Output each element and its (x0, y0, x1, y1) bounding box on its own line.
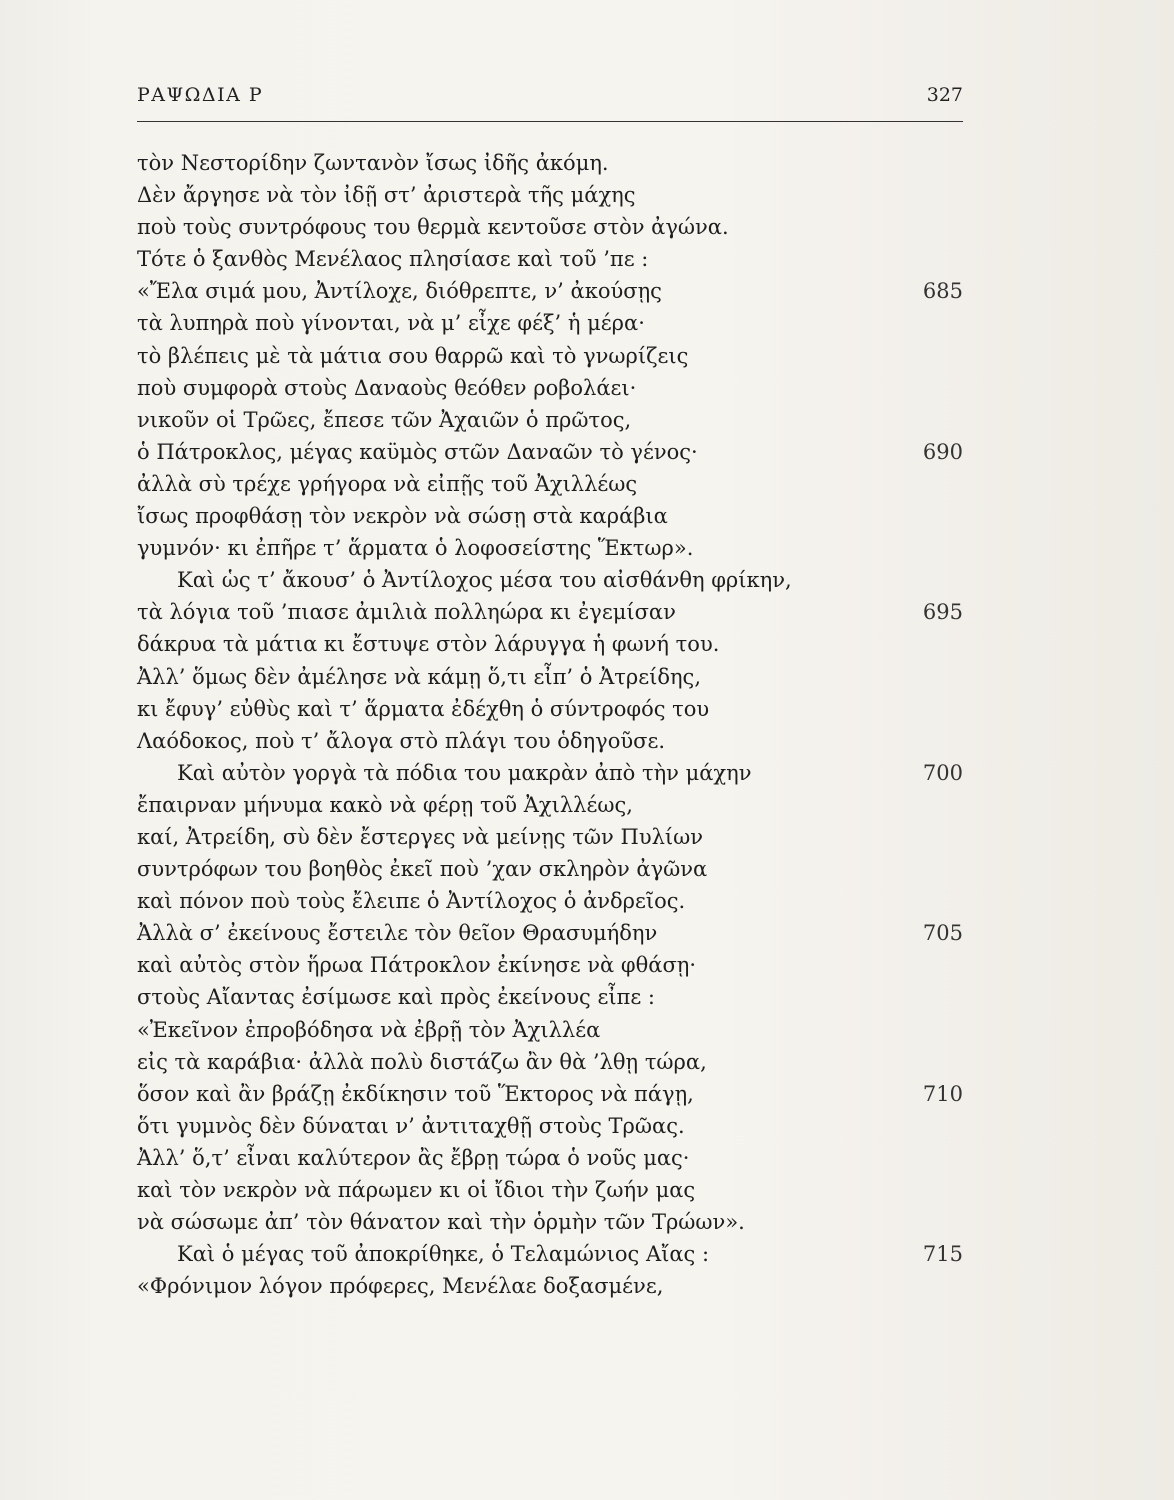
verse-line (137, 1238, 963, 1270)
verse-text: Λαόδοκος, ποὺ τ’ ἄλογα στὸ πλάγι του ὁδηγοῦσε. (137, 728, 665, 753)
verse-line (137, 853, 963, 885)
verse-line (137, 1270, 963, 1302)
verse-line (137, 372, 963, 404)
verse-number: 685 (922, 279, 963, 304)
verse-text: Ἀλλ’ ὅμως δὲν ἀμέλησε νὰ κάμῃ ὅ,τι εἶπ’ ὁ Ἀτρείδης, (137, 664, 701, 689)
verse-text: ἀλλὰ σὺ τρέχε γρήγορα νὰ εἰπῇς τοῦ Ἀχιλλέως (137, 471, 638, 496)
page-number: 327 (926, 84, 963, 106)
verse-line (137, 436, 963, 468)
verse-text: τὰ λυπηρὰ ποὺ γίνονται, νὰ μ’ εἶχε φέξ’ ἡ μέρα· (137, 311, 645, 336)
verse-text: ὅσον καὶ ἂν βράζῃ ἐκδίκησιν τοῦ Ἕκτορος νὰ πάγῃ, (137, 1081, 694, 1106)
verse-text-block (137, 147, 963, 1302)
verse-line (137, 1078, 963, 1110)
verse-line (137, 885, 963, 917)
verse-text: καὶ τὸν νεκρὸν νὰ πάρωμεν κι οἱ ἴδιοι τὴν ζωήν μας (137, 1178, 696, 1202)
verse-text: καί, Ἀτρείδη, σὺ δὲν ἔστεργες νὰ μείνῃς τῶν Πυλίων (137, 824, 704, 849)
verse-line (137, 500, 963, 532)
verse-text: Καὶ ὁ μέγας τοῦ ἀποκρίθηκε, ὁ Τελαμώνιος Αἴας : (177, 1242, 710, 1267)
verse-line (137, 307, 963, 339)
verse-text: γυμνόν· κι ἐπῆρε τ’ ἅρματα ὁ λοφοσείστης Ἕκτωρ». (137, 536, 694, 561)
verse-line (137, 725, 963, 757)
page-header (137, 84, 963, 114)
verse-text: κι ἔφυγ’ εὐθὺς καὶ τ’ ἅρματα ἐδέχθη ὁ σύντροφός του (137, 696, 710, 721)
verse-line (137, 821, 963, 853)
verse-line (137, 917, 963, 949)
verse-line (137, 789, 963, 821)
verse-text: συντρόφων του βοηθὸς ἐκεῖ ποὺ ’χαν σκληρὸν ἀγῶνα (137, 857, 708, 882)
verse-text: ἴσως προφθάσῃ τὸν νεκρὸν νὰ σώσῃ στὰ καράβια (137, 504, 668, 529)
verse-text: ἔπαιρναν μήνυμα κακὸ νὰ φέρῃ τοῦ Ἀχιλλέως, (137, 792, 633, 817)
verse-line (137, 981, 963, 1013)
verse-text: «Ἐκεῖνον ἐπροβόδησα νὰ ἐβρῇ τὸν Ἀχιλλέα (137, 1017, 601, 1042)
verse-text: Καὶ αὐτὸν γοργὰ τὰ πόδια του μακρὰν ἀπὸ τὴν μάχην (177, 760, 752, 785)
verse-text: Ἀλλ’ ὅ,τ’ εἶναι καλύτερον ἂς ἔβρῃ τώρα ὁ νοῦς μας· (137, 1145, 690, 1170)
verse-number: 690 (922, 439, 963, 464)
verse-line (137, 404, 963, 436)
verse-line (137, 757, 963, 789)
verse-number: 700 (922, 760, 963, 785)
verse-line (137, 693, 963, 725)
verse-line (137, 1142, 963, 1174)
verse-line (137, 1174, 963, 1206)
verse-line (137, 275, 963, 307)
verse-text: «Φρόνιμον λόγον πρόφερες, Μενέλαε δοξασμένε, (137, 1274, 664, 1299)
running-title: ΡΑΨΩΔΙΑ Ρ (137, 84, 264, 106)
verse-line (137, 661, 963, 693)
verse-number: 695 (922, 600, 963, 625)
verse-text: Καὶ ὡς τ’ ἄκουσ’ ὁ Ἀντίλοχος μέσα του αἰσθάνθη φρίκην, (177, 568, 792, 593)
verse-line (137, 628, 963, 660)
verse-text: ὅτι γυμνὸς δὲν δύναται ν’ ἀντιταχθῇ στοὺς Τρῶας. (137, 1113, 685, 1138)
verse-text: τὰ λόγια τοῦ ’πιασε ἀμιλιὰ πολληώρα κι ἐγεμίσαν (137, 600, 676, 625)
verse-text: τὸ βλέπεις μὲ τὰ μάτια σου θαρρῶ καὶ τὸ γνωρίζεις (137, 343, 689, 368)
verse-text: Δὲν ἄργησε νὰ τὸν ἰδῇ στ’ ἀριστερὰ τῆς μάχης (137, 183, 636, 208)
verse-text: καὶ πόνον ποὺ τοὺς ἔλειπε ὁ Ἀντίλοχος ὁ ἀνδρεῖος. (137, 889, 686, 914)
verse-text: νικοῦν οἱ Τρῶες, ἔπεσε τῶν Ἀχαιῶν ὁ πρῶτος, (137, 407, 632, 432)
verse-text: Ἀλλὰ σ’ ἐκείνους ἔστειλε τὸν θεῖον Θρασυμήδην (137, 921, 658, 946)
verse-line (137, 949, 963, 981)
verse-text: ποὺ τοὺς συντρόφους του θερμὰ κεντοῦσε στὸν ἀγώνα. (137, 215, 729, 240)
verse-line (137, 564, 963, 596)
verse-text: ποὺ συμφορὰ στοὺς Δαναοὺς θεόθεν ροβολάει· (137, 375, 637, 400)
verse-text: εἰς τὰ καράβια· ἀλλὰ πολὺ διστάζω ἂν θὰ ’λθῃ τώρα, (137, 1049, 707, 1074)
verse-text: νὰ σώσωμε ἀπ’ τὸν θάνατον καὶ τὴν ὁρμὴν τῶν Τρώων». (137, 1210, 745, 1235)
verse-text: τὸν Νεστορίδην ζωντανὸν ἴσως ἰδῆς ἀκόμη. (137, 151, 609, 175)
verse-text: Τότε ὁ ξανθὸς Μενέλαος πλησίασε καὶ τοῦ ’πε : (137, 247, 649, 272)
header-rule (137, 121, 963, 122)
verse-text: στοὺς Αἴαντας ἐσίμωσε καὶ πρὸς ἐκείνους εἶπε : (137, 985, 655, 1010)
verse-line (137, 1014, 963, 1046)
verse-line (137, 596, 963, 628)
verse-line (137, 340, 963, 372)
verse-line (137, 243, 963, 275)
verse-line (137, 147, 963, 179)
verse-text: δάκρυα τὰ μάτια κι ἔστυψε στὸν λάρυγγα ἡ φωνή του. (137, 632, 720, 657)
verse-number: 715 (922, 1242, 963, 1267)
verse-line (137, 1110, 963, 1142)
verse-line (137, 468, 963, 500)
verse-number: 710 (922, 1081, 963, 1106)
verse-number: 705 (922, 921, 963, 946)
verse-line (137, 1206, 963, 1238)
verse-line (137, 1046, 963, 1078)
verse-text: καὶ αὐτὸς στὸν ἥρωα Πάτροκλον ἐκίνησε νὰ φθάσῃ· (137, 953, 697, 978)
verse-text: ὁ Πάτροκλος, μέγας καϋμὸς στῶν Δαναῶν τὸ γένος· (137, 439, 698, 464)
verse-line (137, 211, 963, 243)
verse-text: «Ἔλα σιμά μου, Ἀντίλοχε, διόθρεπτε, ν’ ἀκούσῃς (137, 279, 662, 304)
verse-line (137, 532, 963, 564)
verse-line (137, 179, 963, 211)
